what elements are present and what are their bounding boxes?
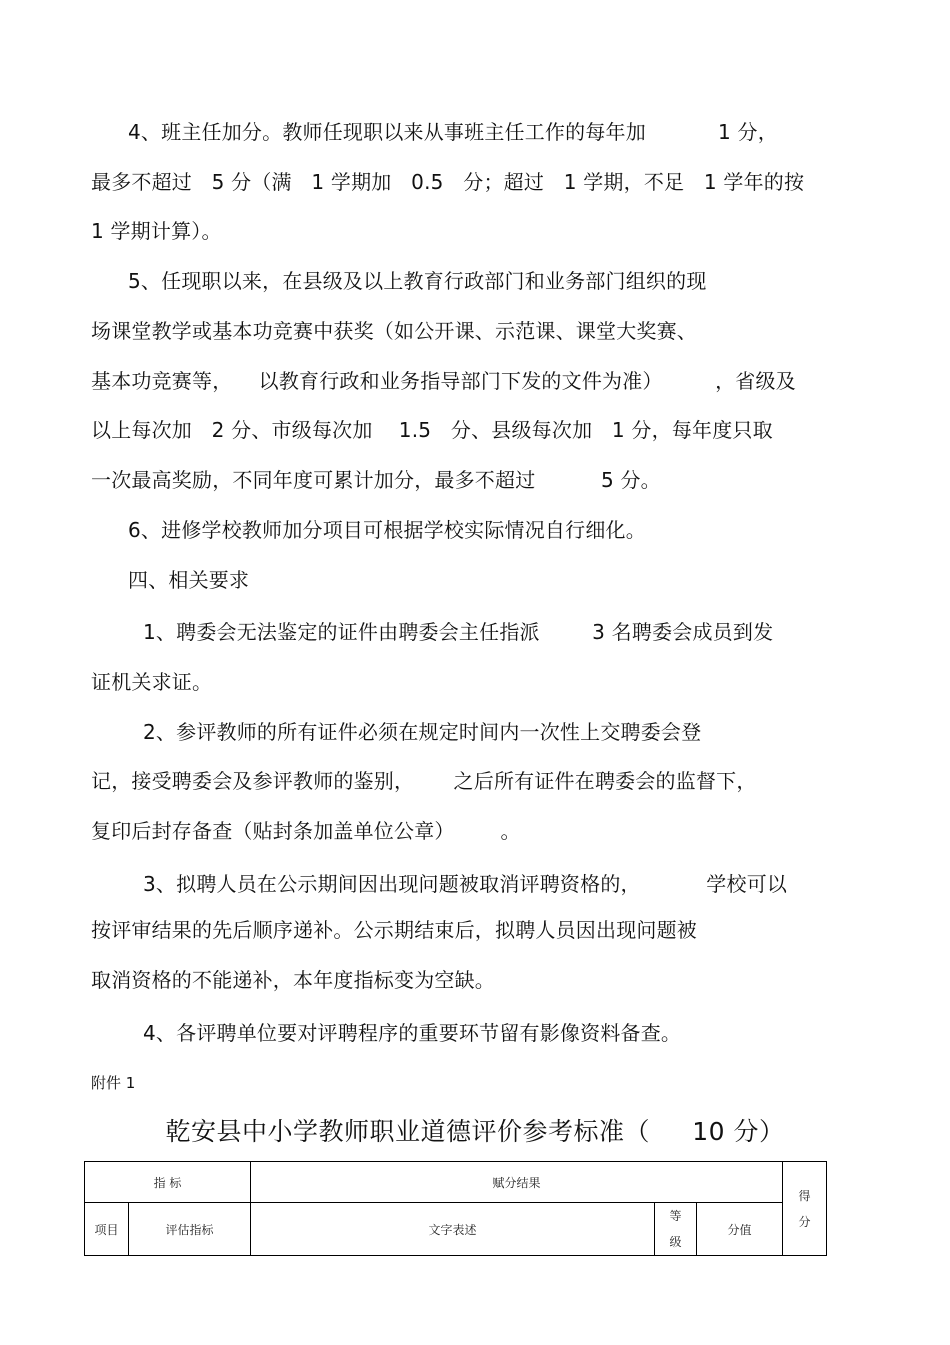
header-project: 项目 (85, 1203, 129, 1256)
header-eval-indicator: 评估指标 (129, 1203, 251, 1256)
header-score-char-2: 分 (798, 1214, 811, 1229)
header-result: 赋分结果 (251, 1162, 783, 1203)
paragraph-line: 按评审结果的先后顺序递补。公示期结束后，拟聘人员因出现问题被 (91, 918, 697, 942)
header-value: 分值 (697, 1203, 783, 1256)
paragraph-line: 5、任现职以来，在县级及以上教育行政部门和业务部门组织的现 (128, 269, 707, 293)
paragraph-line: 四、相关要求 (128, 568, 250, 592)
paragraph-line: 场课堂教学或基本功竞赛中获奖（如公开课、示范课、课堂大奖赛、 (91, 319, 697, 343)
paragraph-line: 一次最高奖励，不同年度可累计加分，最多不超过 5 分。 (91, 468, 661, 492)
paragraph-line: 基本功竞赛等， 以教育行政和业务指导部门下发的文件为准） ，省级及 (91, 369, 796, 393)
paragraph-line: 以上每次加 2 分、市级每次加 1.5 分、县级每次加 1 分，每年度只取 (91, 418, 773, 442)
header-grade-char-2: 级 (669, 1235, 682, 1249)
header-score (783, 1162, 827, 1256)
paragraph-line: 4、班主任加分。教师任现职以来从事班主任工作的每年加 1 分， (128, 120, 778, 144)
paragraph-line: 2、参评教师的所有证件必须在规定时间内一次性上交聘委会登 (143, 720, 702, 744)
paragraph-line: 最多不超过 5 分（满 1 学期加 0.5 分；超过 1 学期，不足 1 学年的按 (91, 170, 805, 194)
header-indicator: 指 标 (85, 1162, 251, 1203)
paragraph-line: 证机关求证。 (91, 670, 213, 694)
paragraph-line: 取消资格的不能递补，本年度指标变为空缺。 (91, 968, 495, 992)
paragraph-line: 4、各评聘单位要对评聘程序的重要环节留有影像资料备查。 (143, 1021, 682, 1045)
table-title: 乾安县中小学教师职业道德评价参考标准（ 10 分） (165, 1117, 785, 1146)
evaluation-table (84, 1161, 827, 1256)
paragraph-line: 记，接受聘委会及参评教师的鉴别， 之后所有证件在聘委会的监督下， (91, 769, 757, 793)
paragraph-line: 复印后封存备查（贴封条加盖单位公章） 。 (91, 819, 521, 843)
attachment-label: 附件 1 (91, 1074, 136, 1092)
paragraph-line: 1、聘委会无法鉴定的证件由聘委会主任指派 3 名聘委会成员到发 (143, 620, 774, 644)
header-score-char-1: 得 (798, 1188, 811, 1203)
header-grade (655, 1203, 697, 1256)
header-text-desc: 文字表述 (251, 1203, 655, 1256)
paragraph-line: 3、拟聘人员在公示期间因出现问题被取消评聘资格的， 学校可以 (143, 872, 788, 896)
header-grade-char-1: 等 (669, 1209, 682, 1223)
paragraph-line: 6、进修学校教师加分项目可根据学校实际情况自行细化。 (128, 518, 646, 542)
paragraph-line: 1 学期计算）。 (91, 219, 222, 243)
